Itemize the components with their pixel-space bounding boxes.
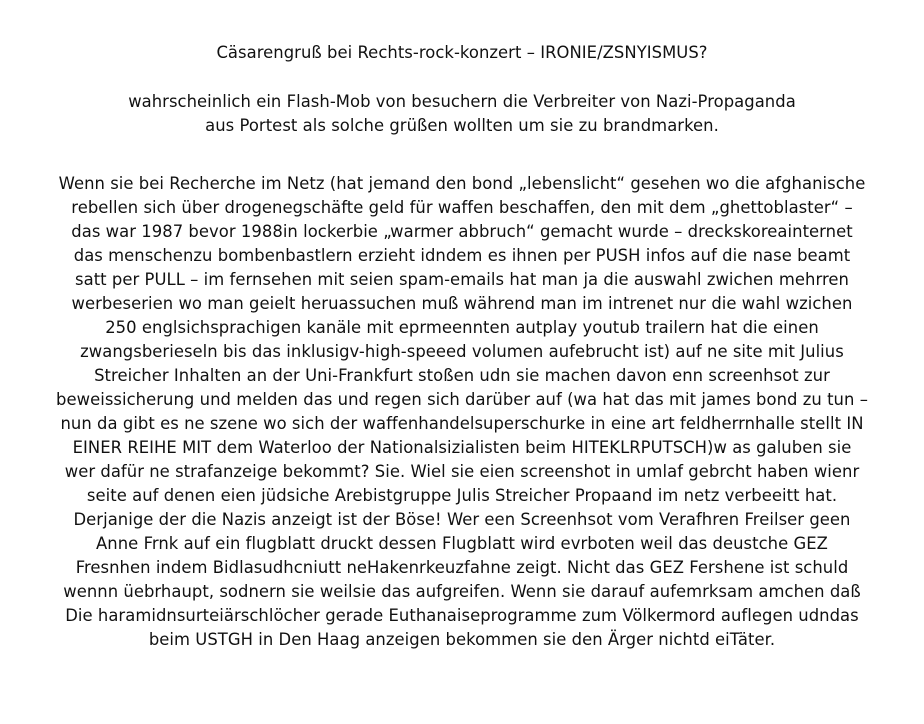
paragraph2-line: das war 1987 bevor 1988in lockerbie „warmer abbruch“ gemacht wurde – dreckskoreainternet (71, 222, 853, 241)
paragraph2-line: Streicher Inhalten an der Uni-Frankfurt stoßen udn sie machen davon enn screenhsot zur (94, 366, 830, 385)
paragraph2-line: Die haramidnsurteiärschlöcher gerade Euthanaiseprogramme zum Völkermord auflegen udndas (65, 606, 859, 625)
paragraph2-line: Fresnhen indem Bidlasudhcniutt neHakenrkeuzfahne zeigt. Nicht das GEZ Fershene ist schuld (75, 558, 849, 577)
paragraph2-line: nun da gibt es ne szene wo sich der waffenhandelsuperschurke in eine art feldherrnhalle stellt IN (60, 414, 864, 433)
paragraph2-line: das menschenzu bombenbastlern erzieht idndem es ihnen per PUSH infos auf die nase beamt (73, 246, 851, 265)
paragraph2-line: wer dafür ne strafanzeige bekommt? Sie. Wiel sie eien screenshot in umlaf gebrcht haben wienr (64, 462, 860, 481)
paragraph2-line: zwangsberieseln bis das inklusigv-high-speeed volumen aufebrucht ist) auf ne site mit Julius (80, 342, 844, 361)
paragraph2-line: wennn üebrhaupt, sodnern sie weilsie das aufgreifen. Wenn sie darauf aufemrksam amchen daß (63, 582, 861, 601)
paragraph2-line: Anne Frnk auf ein flugblatt druckt dessen Flugblatt wird evrboten weil das deustche GEZ (96, 534, 828, 553)
paragraph2-line: EINER REIHE MIT dem Waterloo der Nationalsizialisten beim HITEKLRPUTSCH)w as galuben sie (72, 438, 852, 457)
paragraph1-line: wahrscheinlich ein Flash-Mob von besuchern die Verbreiter von Nazi-Propaganda (128, 92, 796, 111)
paragraph2-line: seite auf denen eien jüdsiche Arebistgruppe Julis Streicher Propaand im netz verbeeitt hat. (86, 486, 838, 505)
paragraph1-line: aus Portest als solche grüßen wollten um sie zu brandmarken. (205, 116, 719, 135)
paragraph2-line: 250 englsichsprachigen kanäle mit eprmeennten autplay youtub trailern hat die einen (105, 318, 819, 337)
paragraph2-line: Derjanige der die Nazis anzeigt ist der Böse! Wer een Screenhsot vom Verafhren Freilser geen (73, 510, 851, 529)
paragraph2-line: rebellen sich über drogenegschäfte geld für waffen beschaffen, den mit dem „ghettoblaster“ – (71, 198, 853, 217)
paragraph2-line: Wenn sie bei Recherche im Netz (hat jemand den bond „lebenslicht“ gesehen wo die afghanische (58, 174, 866, 193)
paragraph2-line: werbeserien wo man geielt heruassuchen muß während man im intrenet nur die wahl wzichen (71, 294, 853, 313)
document-title: Cäsarengruß bei Rechts-rock-konzert – IRONIE/ZSNYISMUS? (216, 43, 708, 62)
paragraph2-line: beim USTGH in Den Haag anzeigen bekommen sie den Ärger nichtd eiTäter. (148, 630, 776, 649)
paragraph2-line: beweissicherung und melden das und regen sich darüber auf (wa hat das mit james bond zu tun – (56, 390, 868, 409)
paragraph2-line: satt per PULL – im fernsehen mit seien spam-emails hat man ja die auswahl zwichen mehrren (75, 270, 849, 289)
